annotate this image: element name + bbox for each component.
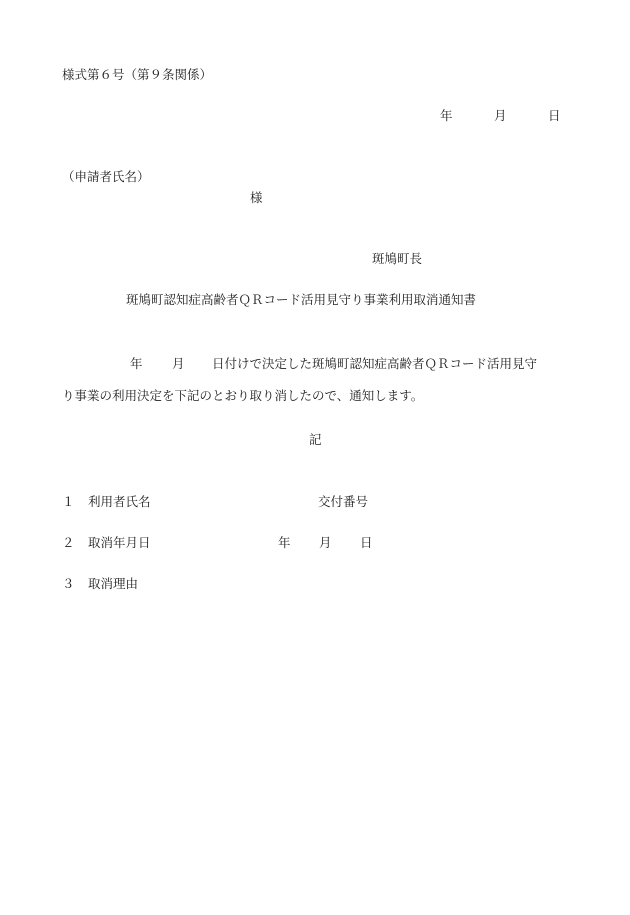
date-day-label: 日 bbox=[548, 108, 561, 123]
form-number: 様式第６号（第９条関係） bbox=[62, 67, 213, 82]
body-line2-text: り事業の利用決定を下記のとおり取り消したので、通知します。 bbox=[62, 388, 424, 403]
item-2-label: 取消年月日 bbox=[88, 535, 151, 550]
item-2-number: ２ bbox=[62, 535, 75, 550]
ki-heading: 記 bbox=[309, 432, 322, 447]
applicant-name-label: （申請者氏名） bbox=[62, 169, 150, 184]
document-title: 斑鳩町認知症高齢者ＱＲコード活用見守り事業利用取消通知書 bbox=[126, 292, 477, 307]
body-month-label: 月 bbox=[172, 356, 185, 371]
item-2-day-label: 日 bbox=[360, 535, 373, 550]
item-3-number: ３ bbox=[62, 576, 75, 591]
date-year-label: 年 bbox=[440, 108, 453, 123]
item-1-label: 利用者氏名 bbox=[88, 494, 151, 509]
body-line1-text: 日付けで決定した斑鳩町認知症高齢者ＱＲコード活用見守 bbox=[212, 356, 538, 371]
applicant-honorific: 様 bbox=[250, 190, 263, 205]
sender-name: 斑鳩町長 bbox=[372, 251, 423, 266]
item-1-extra-label: 交付番号 bbox=[318, 494, 369, 509]
item-3-label: 取消理由 bbox=[88, 576, 139, 591]
item-2-year-label: 年 bbox=[278, 535, 291, 550]
date-month-label: 月 bbox=[494, 108, 507, 123]
item-2-month-label: 月 bbox=[319, 535, 332, 550]
item-1-number: １ bbox=[62, 494, 75, 509]
body-year-label: 年 bbox=[130, 356, 143, 371]
